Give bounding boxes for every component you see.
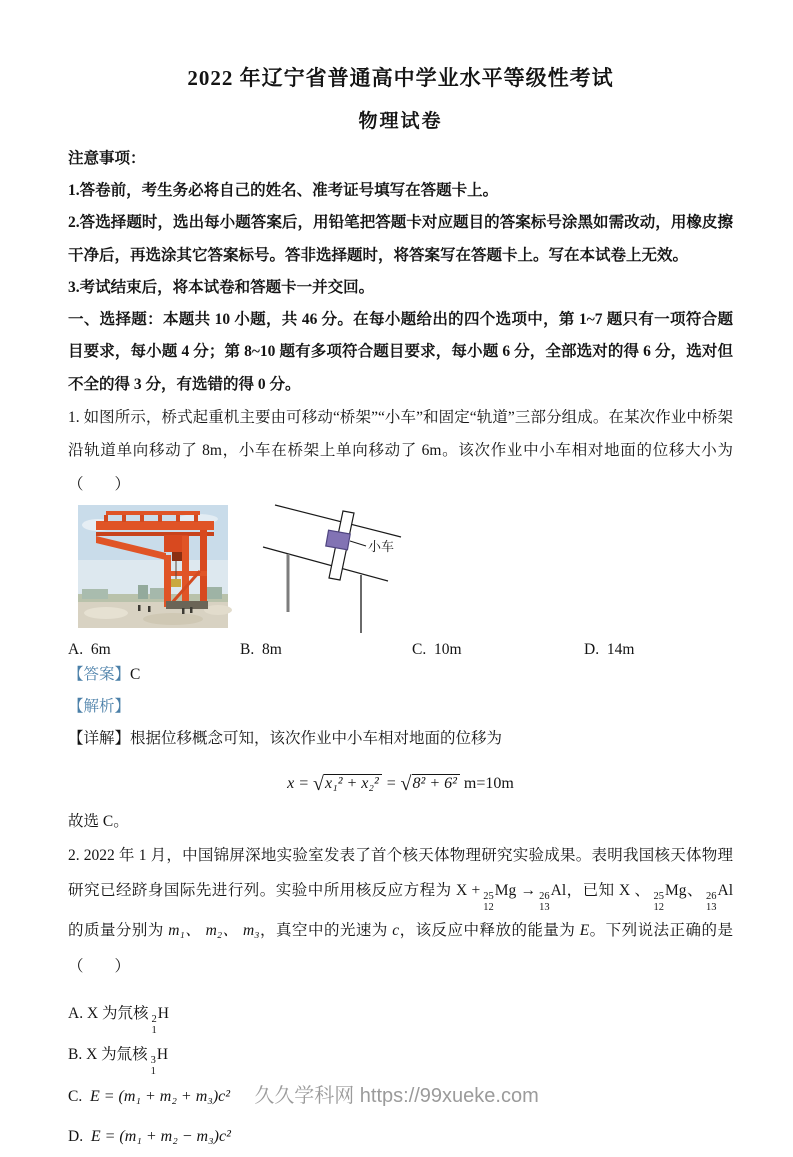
question-2-text: 2. 2022 年 1 月，中国锦屏深地实验室发表了首个核天体物理研究实验成果。表明我国核天体物理研究已经跻身国际先进行列。实验中所用核反应方程为 X + 25 12 Mg → 26 13 Al，已知 X 、 25 12 Mg、 26 13 Al 的质量分别为 m₁、 m₂、 m₃，真空中的光速为 c，该反应中释放的能量为 E。下列说法正确的是（ ） bbox=[68, 846, 733, 976]
crane-photo bbox=[78, 505, 228, 628]
section-1-heading: 一、选择题：本题共 10 小题，共 46 分。在每小题给出的四个选项中，第 1~7 题只有一项符合题目要求，每小题 4 分；第 8~10 题有多项符合题目要求，每小题 6 分，全部选对的得 6 分，选对但不全的得 3 分，有选错的得 0 分。 bbox=[68, 311, 733, 393]
notice-item-2: 2.答选择题时，选出每小题答案后，用铅笔把答题卡对应题目的答案标号涂黑如需改动，用橡皮擦干净后，再选涂其它答案标号。答非选择题时，将答案写在答题卡上。写在本试卷上无效。 bbox=[68, 214, 733, 264]
q2-option-b: B. X 为氚核 3 1 H bbox=[68, 1045, 169, 1077]
arrow-right: → bbox=[520, 882, 537, 900]
isotope-mg: 25 12 bbox=[483, 891, 494, 914]
watermark-footer: 久久学科网 https://99xueke.com bbox=[254, 1085, 539, 1107]
question-1-text: 1. 如图所示，桥式起重机主要由可移动“桥架”“小车”和固定“轨道”三部分组成。在某次作业中桥架沿轨道单向移动了 8m，小车在桥架上单向移动了 6m。该次作业中小车相对地面的位移大小为（ ） bbox=[68, 408, 733, 493]
q2-option-a: A. X 为氘核 2 1 H bbox=[68, 1004, 169, 1036]
diagram-trolley-label: 小车 bbox=[368, 538, 395, 554]
detail-text: 根据位移概念可知，该次作业中小车相对地面的位移为 bbox=[130, 730, 503, 748]
answer-value: C bbox=[130, 665, 141, 683]
q1-displacement-formula: x = √x₁² + x₂² = √8² + 6² m=10m bbox=[287, 772, 514, 795]
q1-option-d: D. 14m bbox=[584, 640, 635, 658]
page-title: 2022 年辽宁省普通高中学业水平等级性考试 bbox=[187, 66, 614, 90]
q1-detail-line bbox=[68, 723, 733, 755]
radical-sign: √ bbox=[313, 772, 325, 795]
isotope-al: 26 13 bbox=[706, 891, 717, 914]
q2-option-c: C. E = (m₁ + m₂ + m₃)c² bbox=[68, 1087, 231, 1105]
notice-item-3: 3.考试结束后，将本试卷和答题卡一并交回。 bbox=[68, 278, 375, 296]
analysis-label: 【解析】 bbox=[68, 698, 131, 716]
radical-sign: √ bbox=[400, 772, 412, 795]
page-subtitle: 物理试卷 bbox=[358, 111, 443, 132]
isotope-al: 26 13 bbox=[539, 891, 550, 914]
notice-item-1: 1.答卷前，考生务必将自己的姓名、准考证号填写在答题卡上。 bbox=[68, 182, 499, 200]
q2-option-d: D. E = (m₁ + m₂ − m₃)c² bbox=[68, 1127, 231, 1145]
crane-diagram bbox=[255, 499, 430, 641]
question-2-options bbox=[68, 995, 733, 1157]
isotope-h3: 3 1 bbox=[150, 1054, 156, 1077]
question-1-figures bbox=[78, 505, 733, 633]
q1-conclusion: 故选 C。 bbox=[68, 812, 129, 830]
q1-answer-line bbox=[68, 659, 733, 691]
answer-label: 【答案】 bbox=[68, 665, 131, 683]
q1-option-a: A. 6m bbox=[68, 640, 111, 658]
notice-heading: 注意事项： bbox=[68, 150, 146, 167]
q1-option-b: B. 8m bbox=[240, 640, 282, 658]
q1-analysis-line bbox=[68, 691, 733, 723]
isotope-mg: 25 12 bbox=[653, 891, 664, 914]
isotope-h2: 2 1 bbox=[151, 1013, 157, 1036]
detail-label: 【详解】 bbox=[68, 730, 131, 748]
question-1-options bbox=[68, 641, 733, 659]
q1-option-c: C. 10m bbox=[412, 640, 462, 658]
